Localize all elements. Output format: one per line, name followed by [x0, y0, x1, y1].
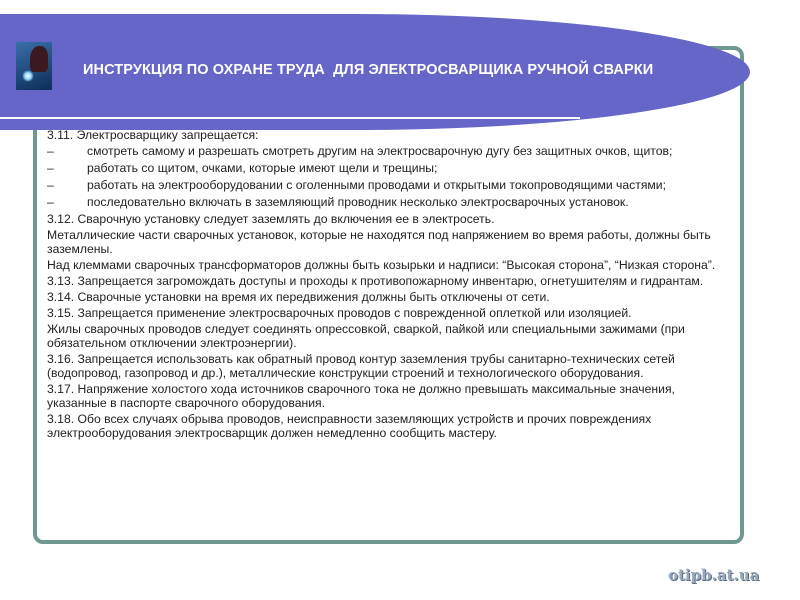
- welder-icon: [16, 42, 52, 90]
- paragraph: 3.12. Сварочную установку следует заземлять до включения ее в электросеть.: [47, 212, 495, 226]
- paragraph: Металлические части сварочных установок, которые не находятся под напряжением во время работы, должны быть заземлены.: [47, 228, 711, 256]
- paragraph: 3.13. Запрещается загромождать доступы и проходы к противопожарному инвентарю, огнетушителям и гидрантам.: [47, 274, 704, 288]
- paragraph: 3.17. Напряжение холостого хода источников сварочного тока не должно превышать максимальные значения, указанные в паспорте сварочного оборудования.: [47, 382, 675, 410]
- list-item: [47, 144, 737, 158]
- list-item: [47, 178, 737, 192]
- paragraph: Над клеммами сварочных трансформаторов должны быть козырьки и надписи: “Высокая сторона”, “Низкая сторона”.: [47, 258, 716, 272]
- header-divider: [0, 117, 580, 119]
- list-item: [47, 195, 737, 209]
- section-intro: 3.11. Электросварщику запрещается:: [47, 128, 259, 142]
- paragraph: 3.14. Сварочные установки на время их передвижения должны быть отключены от сети.: [47, 290, 550, 304]
- dash: –: [47, 161, 54, 175]
- page-title: ИНСТРУКЦИЯ ПО ОХРАНЕ ТРУДА ДЛЯ ЭЛЕКТРОСВАРЩИКА РУЧНОЙ СВАРКИ: [83, 62, 654, 78]
- watermark: otipb.at.ua: [668, 566, 760, 584]
- list-item-text: работать со щитом, очками, которые имеют щели и трещины;: [87, 161, 438, 175]
- list-item-text: последовательно включать в заземляющий проводник несколько электросварочных установок.: [87, 195, 629, 209]
- dash: –: [47, 144, 54, 158]
- instruction-text: [47, 128, 737, 442]
- list-item-text: смотреть самому и разрешать смотреть другим на электросварочную дугу без защитных очков, щитов;: [87, 144, 673, 158]
- paragraph: 3.16. Запрещается использовать как обратный провод контур заземления трубы санитарно-технических сетей (водопровод, газопровод и др.), металлические конструкции строений и технологического оборудования.: [47, 352, 675, 380]
- list-item: [47, 161, 737, 175]
- dash: –: [47, 195, 54, 209]
- list-item-text: работать на электрооборудовании с оголенными проводами и открытыми токопроводящими частями;: [87, 178, 666, 192]
- dash: –: [47, 178, 54, 192]
- paragraph: 3.18. Обо всех случаях обрыва проводов, неисправности заземляющих устройств и прочих повреждениях электрооборудования электросварщик должен немедленно сообщить мастеру.: [47, 412, 652, 440]
- paragraph: 3.15. Запрещается применение электросварочных проводов с поврежденной оплеткой или изоляцией.: [47, 306, 632, 320]
- paragraph: Жилы сварочных проводов следует соединять опрессовкой, сваркой, пайкой или специальными зажимами (при обязательном отключении электроэнергии).: [47, 322, 685, 350]
